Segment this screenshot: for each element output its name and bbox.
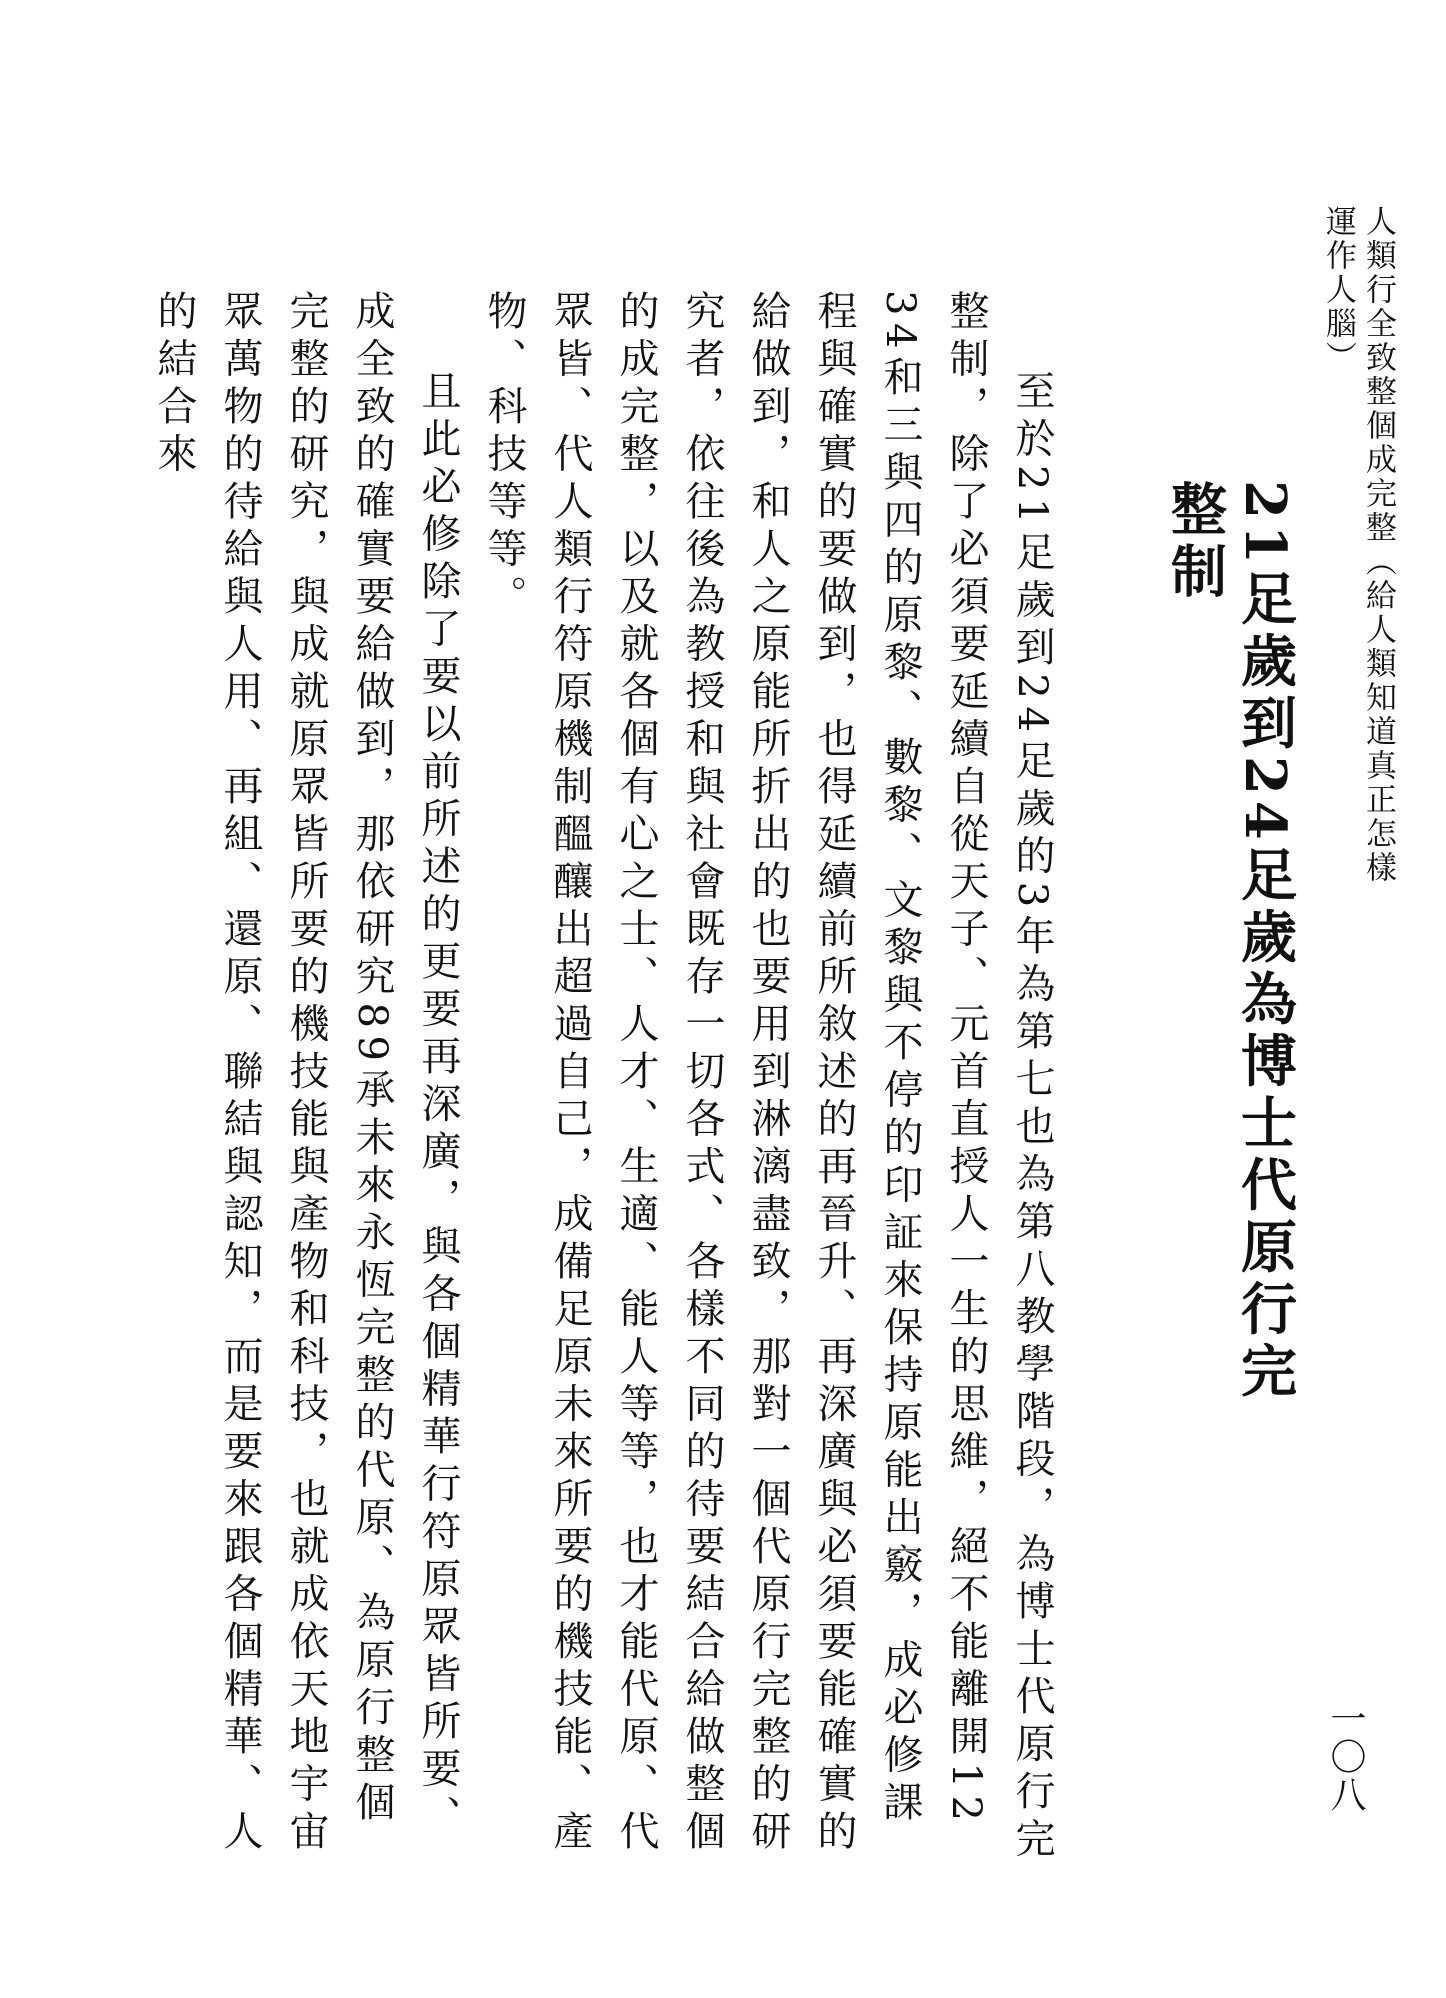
chapter-title: 21足歲到24足歲為博士代原行完整制 (1162, 480, 1298, 1404)
paragraph-2: 且此必修除了要以前所述的更要再深廣，與各個精華行符原眾皆所要、成全致的確實要給做到，那依研究89承未來永恆完整的代原、為原行整個完整的研究，與成就原眾皆所要的機技能與產物和科技，也就成依天地宇宙眾萬物的待給與人用、再組、還原、聯結與認知，而是要來跟各個精華、人的結合來 (151, 290, 461, 1858)
paragraph-1: 至於21足歲到24足歲的3年為第七也為第八教學階段，為博士代原行完整制，除了必須要延續自從天子、元首直授人一生的思維，絕不能離開12 34和三與四的原黎、數黎、文黎與不停的印証來保持原能出竅，成必修課程與確實的要做到，也得延續前所敘述的再晉升、再深廣與必須要能確實的給做到，和人之原能所折出的也要用到淋漓盡致，那對一個代原行完整的研究者，依往後為教授和與社會既存一切各式、各樣不同的待要結合給做整個的成完整，以及就各個有心之士、人才、生適、能人等等，也才能代原、代眾皆、代人類行符原機制醞釀出超過自己，成備足原未來所要的機技能、產物、科技等等。 (481, 290, 1055, 1865)
page-number: 一〇八 (1325, 1700, 1366, 1814)
running-header: 人類行全致整個成完整（給人類知道真正怎樣運作人腦） (1320, 205, 1396, 885)
body-text (151, 290, 1065, 1870)
